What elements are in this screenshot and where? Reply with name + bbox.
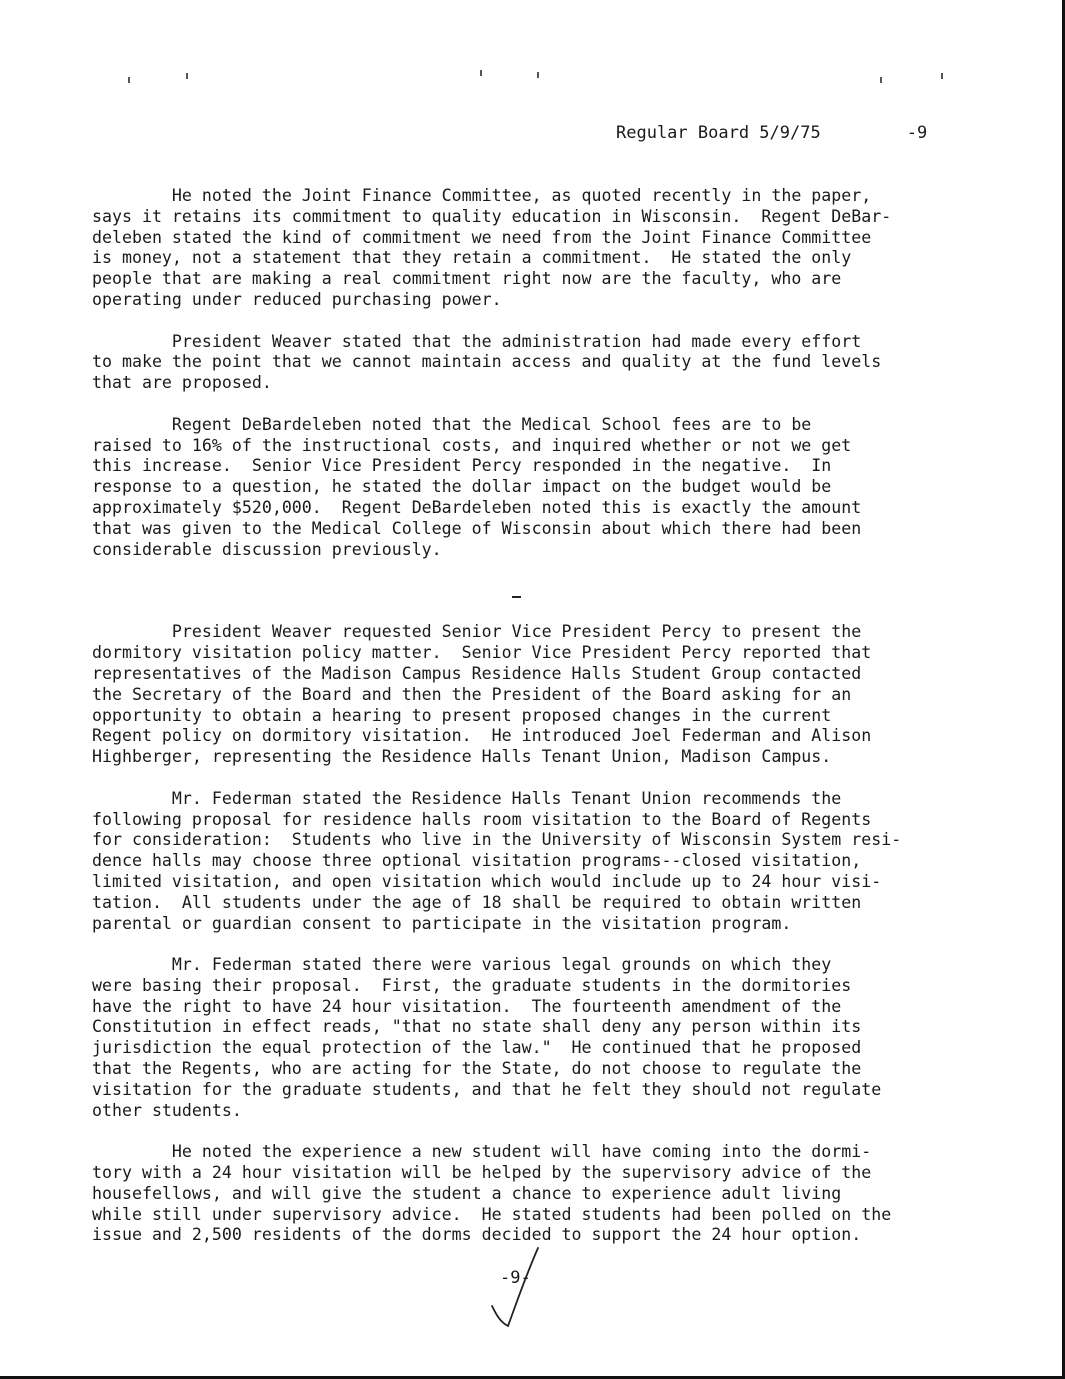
- text-line: deleben stated the kind of commitment we need from the Joint Finance Committee: [92, 227, 872, 247]
- text-line: were basing their proposal. First, the graduate students in the dormitories: [92, 975, 852, 995]
- text-line: for consideration: Students who live in the University of Wisconsin System resi-: [92, 830, 902, 850]
- paragraph: [92, 622, 942, 768]
- text-line: Regent DeBardeleben noted that the Medical School fees are to be: [92, 414, 812, 434]
- section-separator: [512, 596, 521, 598]
- header-page-number: -9: [906, 123, 928, 143]
- text-line: operating under reduced purchasing power.: [92, 289, 502, 309]
- paragraph: [92, 955, 942, 1121]
- text-line: following proposal for residence halls room visitation to the Board of Regents: [92, 809, 872, 829]
- text-line: Regent policy on dormitory visitation. He introduced Joel Federman and Alison: [92, 726, 872, 746]
- text-line: to make the point that we cannot maintain access and quality at the fund levels: [92, 352, 882, 372]
- text-line: Mr. Federman stated the Residence Halls Tenant Union recommends the: [92, 788, 842, 808]
- text-line: that are proposed.: [92, 373, 272, 393]
- text-line: have the right to have 24 hour visitation. The fourteenth amendment of the: [92, 996, 842, 1016]
- text-line: Highberger, representing the Residence Halls Tenant Union, Madison Campus.: [92, 747, 832, 767]
- text-line: visitation for the graduate students, and that he felt they should not regulate: [92, 1079, 882, 1099]
- paragraph: [92, 1142, 942, 1246]
- paragraph: [92, 186, 942, 311]
- text-line: housefellows, and will give the student a chance to experience adult living: [92, 1183, 842, 1203]
- text-line: President Weaver requested Senior Vice President Percy to present the: [92, 622, 862, 642]
- page-header: [616, 122, 927, 144]
- text-line: other students.: [92, 1100, 242, 1120]
- header-title: Regular Board 5/9/75: [616, 123, 821, 143]
- scan-mark: [480, 70, 482, 76]
- text-line: is money, not a statement that they retain a commitment. He stated the only: [92, 248, 852, 268]
- text-line: dormitory visitation policy matter. Senior Vice President Percy reported that: [92, 643, 872, 663]
- page-footer: -9-: [500, 1268, 531, 1288]
- text-line: that the Regents, who are acting for the State, do not choose to regulate the: [92, 1059, 862, 1079]
- text-line: President Weaver stated that the administration had made every effort: [92, 331, 862, 351]
- handwritten-check-mark-icon: [480, 1240, 550, 1330]
- scan-mark: [941, 73, 943, 79]
- text-line: opportunity to obtain a hearing to present proposed changes in the current: [92, 705, 832, 725]
- text-line: representatives of the Madison Campus Residence Halls Student Group contacted: [92, 663, 862, 683]
- paragraph: [92, 332, 942, 394]
- text-line: Constitution in effect reads, "that no state shall deny any person within its: [92, 1017, 862, 1037]
- text-line: says it retains its commitment to quality education in Wisconsin. Regent DeBar-: [92, 206, 892, 226]
- scan-mark: [128, 77, 130, 83]
- text-line: He noted the Joint Finance Committee, as quoted recently in the paper,: [92, 186, 872, 205]
- text-line: Mr. Federman stated there were various legal grounds on which they: [92, 955, 832, 975]
- text-line: raised to 16% of the instructional costs, and inquired whether or not we get: [92, 435, 852, 455]
- text-line: issue and 2,500 residents of the dorms decided to support the 24 hour option.: [92, 1225, 862, 1245]
- text-line: limited visitation, and open visitation which would include up to 24 hour visi-: [92, 871, 882, 891]
- text-line: considerable discussion previously.: [92, 539, 442, 559]
- text-line: tory with a 24 hour visitation will be helped by the supervisory advice of the: [92, 1163, 872, 1183]
- text-line: this increase. Senior Vice President Percy responded in the negative. In: [92, 456, 832, 476]
- text-line: jurisdiction the equal protection of the law." He continued that he proposed: [92, 1038, 862, 1058]
- paragraph: [92, 789, 942, 935]
- scan-mark: [537, 72, 539, 78]
- text-line: response to a question, he stated the dollar impact on the budget would be: [92, 477, 832, 497]
- scan-mark: [880, 77, 882, 83]
- paragraph: [92, 415, 942, 561]
- text-line: while still under supervisory advice. He stated students had been polled on the: [92, 1204, 892, 1224]
- text-line: the Secretary of the Board and then the President of the Board asking for an: [92, 684, 852, 704]
- scan-mark: [186, 73, 188, 79]
- text-line: parental or guardian consent to participate in the visitation program.: [92, 913, 792, 933]
- text-line: tation. All students under the age of 18 shall be required to obtain written: [92, 892, 862, 912]
- text-line: people that are making a real commitment right now are the faculty, who are: [92, 269, 842, 289]
- text-line: dence halls may choose three optional visitation programs--closed visitation,: [92, 851, 862, 871]
- text-line: approximately $520,000. Regent DeBardeleben noted this is exactly the amount: [92, 497, 862, 517]
- text-line: He noted the experience a new student will have coming into the dormi-: [92, 1142, 872, 1162]
- text-line: that was given to the Medical College of Wisconsin about which there had been: [92, 518, 862, 538]
- document-body: [92, 186, 942, 1246]
